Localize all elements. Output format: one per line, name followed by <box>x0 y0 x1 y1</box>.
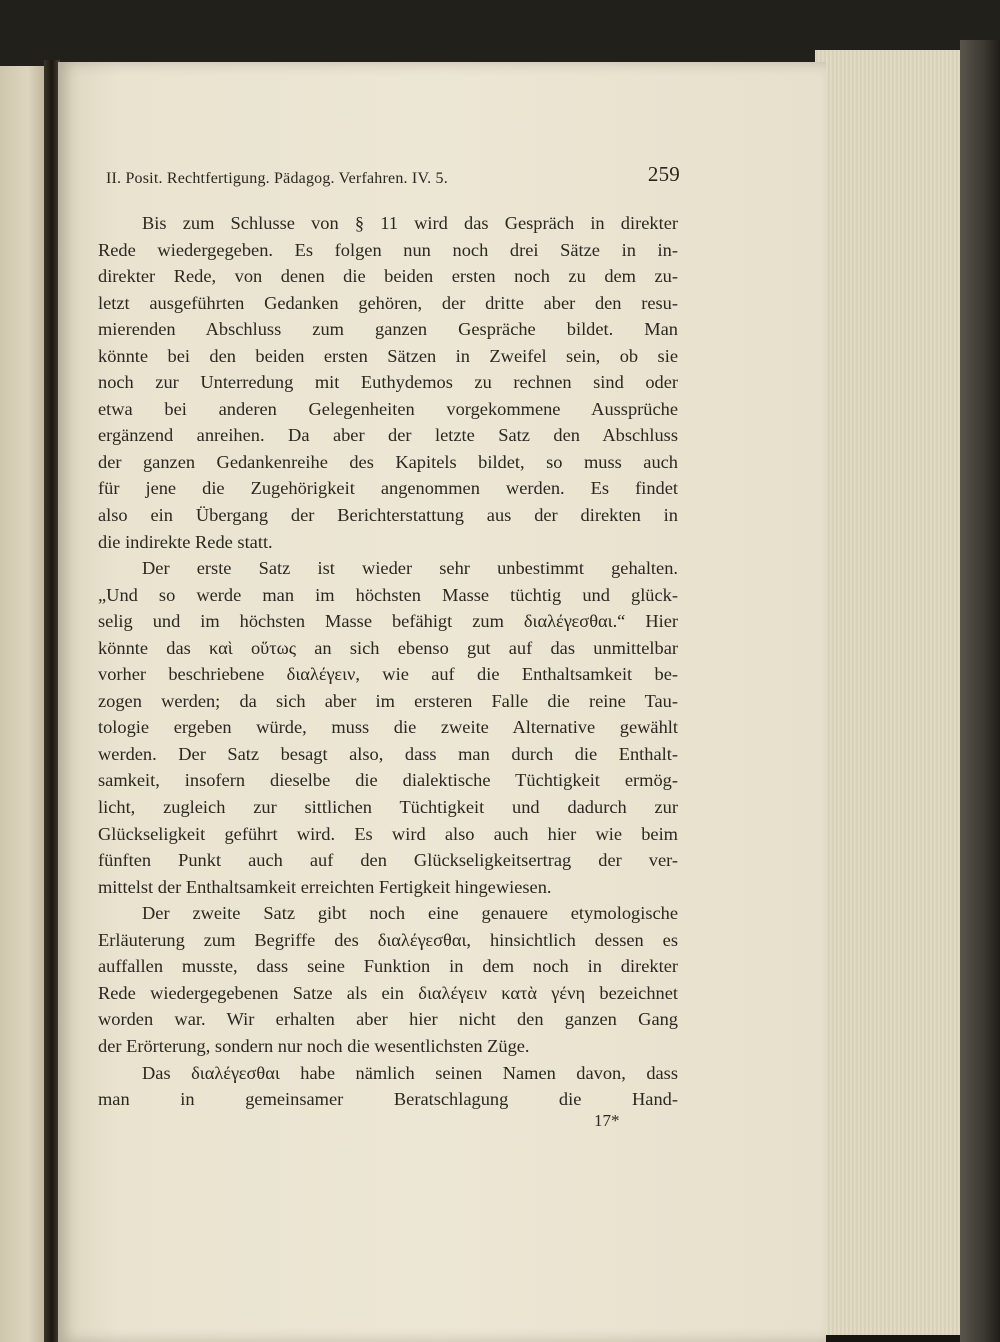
text-line: samkeit, insofern dieselbe die dialektische Tüchtigkeit ermög- <box>98 770 678 791</box>
page-number: 259 <box>647 162 680 186</box>
text-line: zogen werden; da sich aber im ersteren Falle die reine Tau- <box>98 690 678 711</box>
text-line: Der erste Satz ist wieder sehr unbestimmt gehalten. <box>142 558 678 579</box>
text-line: auffallen musste, dass seine Funktion in dem noch in direkter <box>98 956 678 977</box>
text-line: selig und im höchsten Masse befähigt zum διαλέγεσθαι.“ Hier <box>98 611 678 632</box>
text-line: die indirekte Rede statt. <box>98 531 273 552</box>
page-edges <box>815 50 975 1335</box>
text-line: licht, zugleich zur sittlichen Tüchtigkeit und dadurch zur <box>98 797 678 818</box>
text-line: man in gemeinsamer Beratschlagung die Hand- <box>98 1089 678 1110</box>
text-line: werden. Der Satz besagt also, dass man durch die Enthalt- <box>98 743 678 764</box>
text-line: Rede wiedergegebenen Satze als ein διαλέγειν κατὰ γένη bezeichnet <box>98 982 678 1003</box>
text-line: mierenden Abschluss zum ganzen Gespräche bildet. Man <box>98 319 678 340</box>
text-line: etwa bei anderen Gelegenheiten vorgekommene Aussprüche <box>98 398 678 419</box>
left-facing-page <box>0 66 46 1342</box>
text-line: Bis zum Schlusse von § 11 wird das Gespräch in direkter <box>142 213 678 233</box>
text-line: vorher beschriebene διαλέγειν, wie auf die Enthaltsamkeit be- <box>98 664 678 685</box>
text-line: der Erörterung, sondern nur noch die wesentlichsten Züge. <box>98 1035 530 1056</box>
text-line: letzt ausgeführten Gedanken gehören, der dritte aber den resu- <box>98 292 678 313</box>
text-line: fünften Punkt auch auf den Glückseligkeitsertrag der ver- <box>98 850 678 871</box>
text-line: tologie ergeben würde, muss die zweite Alternative gewählt <box>98 717 678 738</box>
text-line: also ein Übergang der Berichterstattung aus der direkten in <box>98 505 678 526</box>
text-line: könnte bei den beiden ersten Sätzen in Zweifel sein, ob sie <box>98 345 678 366</box>
body-text <box>98 210 678 1113</box>
text-line: noch zur Unterredung mit Euthydemos zu rechnen sind oder <box>98 372 678 393</box>
text-line: Das διαλέγεσθαι habe nämlich seinen Namen davon, dass <box>142 1062 678 1083</box>
book-cover-edge <box>960 40 1000 1342</box>
text-line: Der zweite Satz gibt noch eine genauere etymologische <box>142 903 678 924</box>
text-line: Glückseligkeit geführt wird. Es wird also auch hier wie beim <box>98 823 678 844</box>
text-line: worden war. Wir erhalten aber hier nicht den ganzen Gang <box>98 1009 678 1030</box>
text-line: mittelst der Enthaltsamkeit erreichten Fertigkeit hingewiesen. <box>98 876 552 897</box>
text-line: direkter Rede, von denen die beiden ersten noch zu dem zu- <box>98 266 678 287</box>
text-line: könnte das καὶ οὕτως an sich ebenso gut auf das unmittelbar <box>98 637 678 658</box>
text-line: Rede wiedergegeben. Es folgen nun noch drei Sätze in in- <box>98 239 678 260</box>
text-line: der ganzen Gedankenreihe des Kapitels bildet, so muss auch <box>98 451 678 472</box>
text-line: „Und so werde man im höchsten Masse tüchtig und glück- <box>98 584 678 605</box>
signature-mark: 17* <box>594 1111 620 1130</box>
running-head <box>106 162 680 194</box>
text-line: ergänzend anreihen. Da aber der letzte Satz den Abschluss <box>98 425 678 446</box>
text-line: für jene die Zugehörigkeit angenommen werden. Es findet <box>98 478 678 499</box>
running-head-title: II. Posit. Rechtfertigung. Pädagog. Verfahren. IV. 5. <box>106 170 448 187</box>
text-line: Erläuterung zum Begriffe des διαλέγεσθαι, hinsichtlich dessen es <box>98 929 678 950</box>
